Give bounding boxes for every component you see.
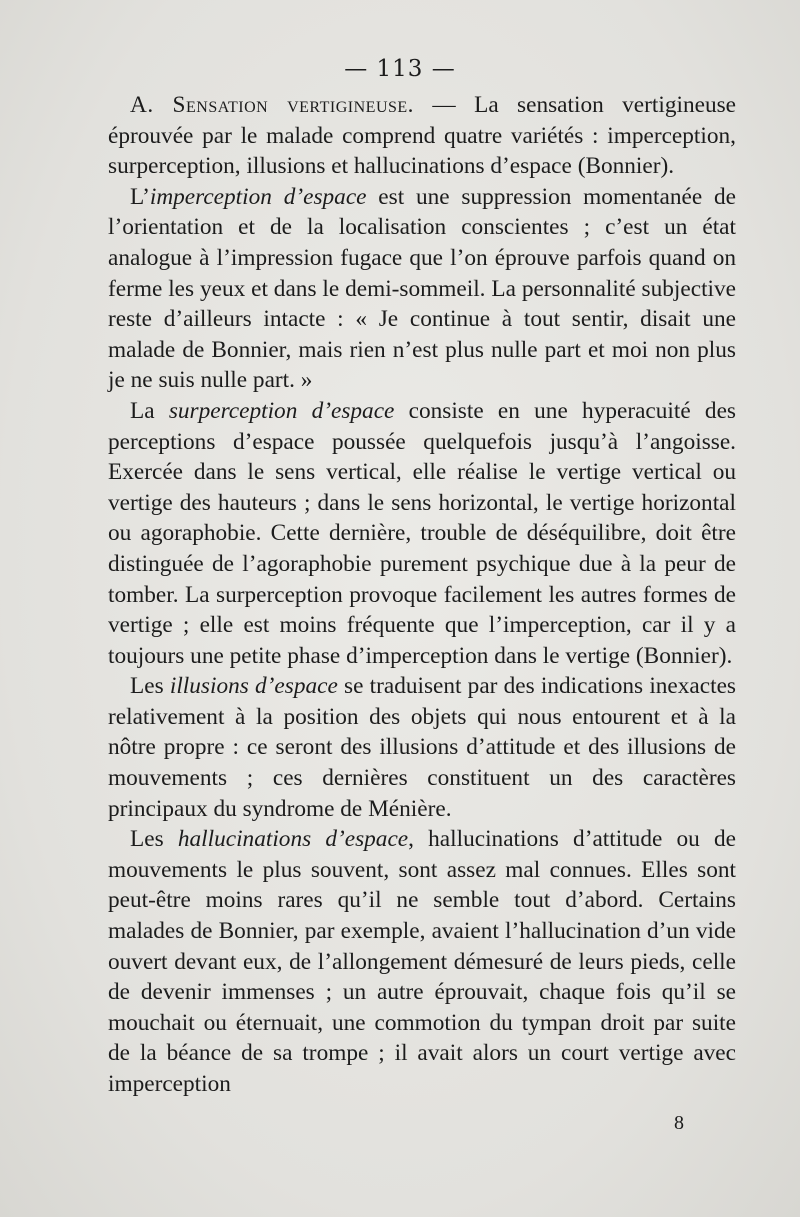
text-run: L’ (130, 183, 150, 210)
text-run: — La sensation vertigineuse éprouvée par le malade comprend quatre variétés : imperception, surperception, illusions et hallucinations d’espace (Bonnier). (108, 92, 737, 180)
paragraph-sensation (108, 90, 736, 182)
text-run: Les (130, 673, 170, 700)
italic-term: hallucinations d’espace (177, 826, 409, 853)
paragraph-illusions (108, 671, 736, 824)
body-text (108, 90, 736, 1100)
text-run: se traduisent par des indications inexactes relativement à la position des objets qui nous entourent et à la nôtre propre : ce seront des illusions d’attitude et des illusions de mouvements ; ces dernières constituent un des caractères principaux du syndrome de Ménière. (108, 673, 736, 822)
text-run: consiste en une hyperacuité des perceptions d’espace poussée quelquefois jusqu’à l’angoisse. Exercée dans le sens vertical, elle réalise le vertige vertical ou vertige des hauteurs ; dans le sens horizontal, le vertige horizontal ou agoraphobie. Cette dernière, trouble de déséquilibre, doit être distinguée de l’agoraphobie purement psychique due à la peur de tomber. La surperception provoque facilement les autres formes de vertige ; elle est moins fréquente que l’imperception, car il y a toujours une petite phase d’imperception dans le vertige (Bonnier). (108, 397, 736, 669)
italic-term: surperception d’espace (168, 397, 395, 424)
text-run: La (130, 397, 169, 424)
italic-term: illusions d’espace (169, 673, 338, 700)
paragraph-hallucinations (108, 824, 736, 1099)
text-run: , hallucinations d’attitude ou de mouvements le plus souvent, sont assez mal connues. Elles sont peut-être moins rares qu’il ne semble tout d’abord. Certains malades de Bonnier, par exemple, avaient l’hallucination d’un vide ouvert devant eux, de l’allongement démesuré de leurs pieds, celle de devenir immenses ; un autre éprouvait, chaque fois qu’il se mouchait ou éternuait, une commotion du tympan droit par suite de la béance de sa trompe ; il avait alors un court vertige avec imperception (108, 826, 736, 1097)
paragraph-surperception (108, 396, 736, 671)
text-run: est une suppression momentanée de l’orientation et de la localisation conscientes ; c’est un état analogue à l’impression fugace que l’on éprouve parfois quand on ferme les yeux et dans le demi-sommeil. La personnalité subjective reste d’ailleurs intacte : « Je continue à tout sentir, disait une malade de Bonnier, mais rien n’est plus nulle part et moi non plus je ne suis nulle part. » (108, 183, 736, 394)
italic-term: imperception d’espace (149, 183, 367, 210)
signature-mark: 8 (674, 1112, 684, 1134)
paragraph-imperception (108, 182, 736, 396)
section-heading: A. Sensation vertigineuse. (130, 92, 415, 118)
text-run: Les (130, 826, 178, 853)
page-number: — 113 — (344, 56, 456, 82)
